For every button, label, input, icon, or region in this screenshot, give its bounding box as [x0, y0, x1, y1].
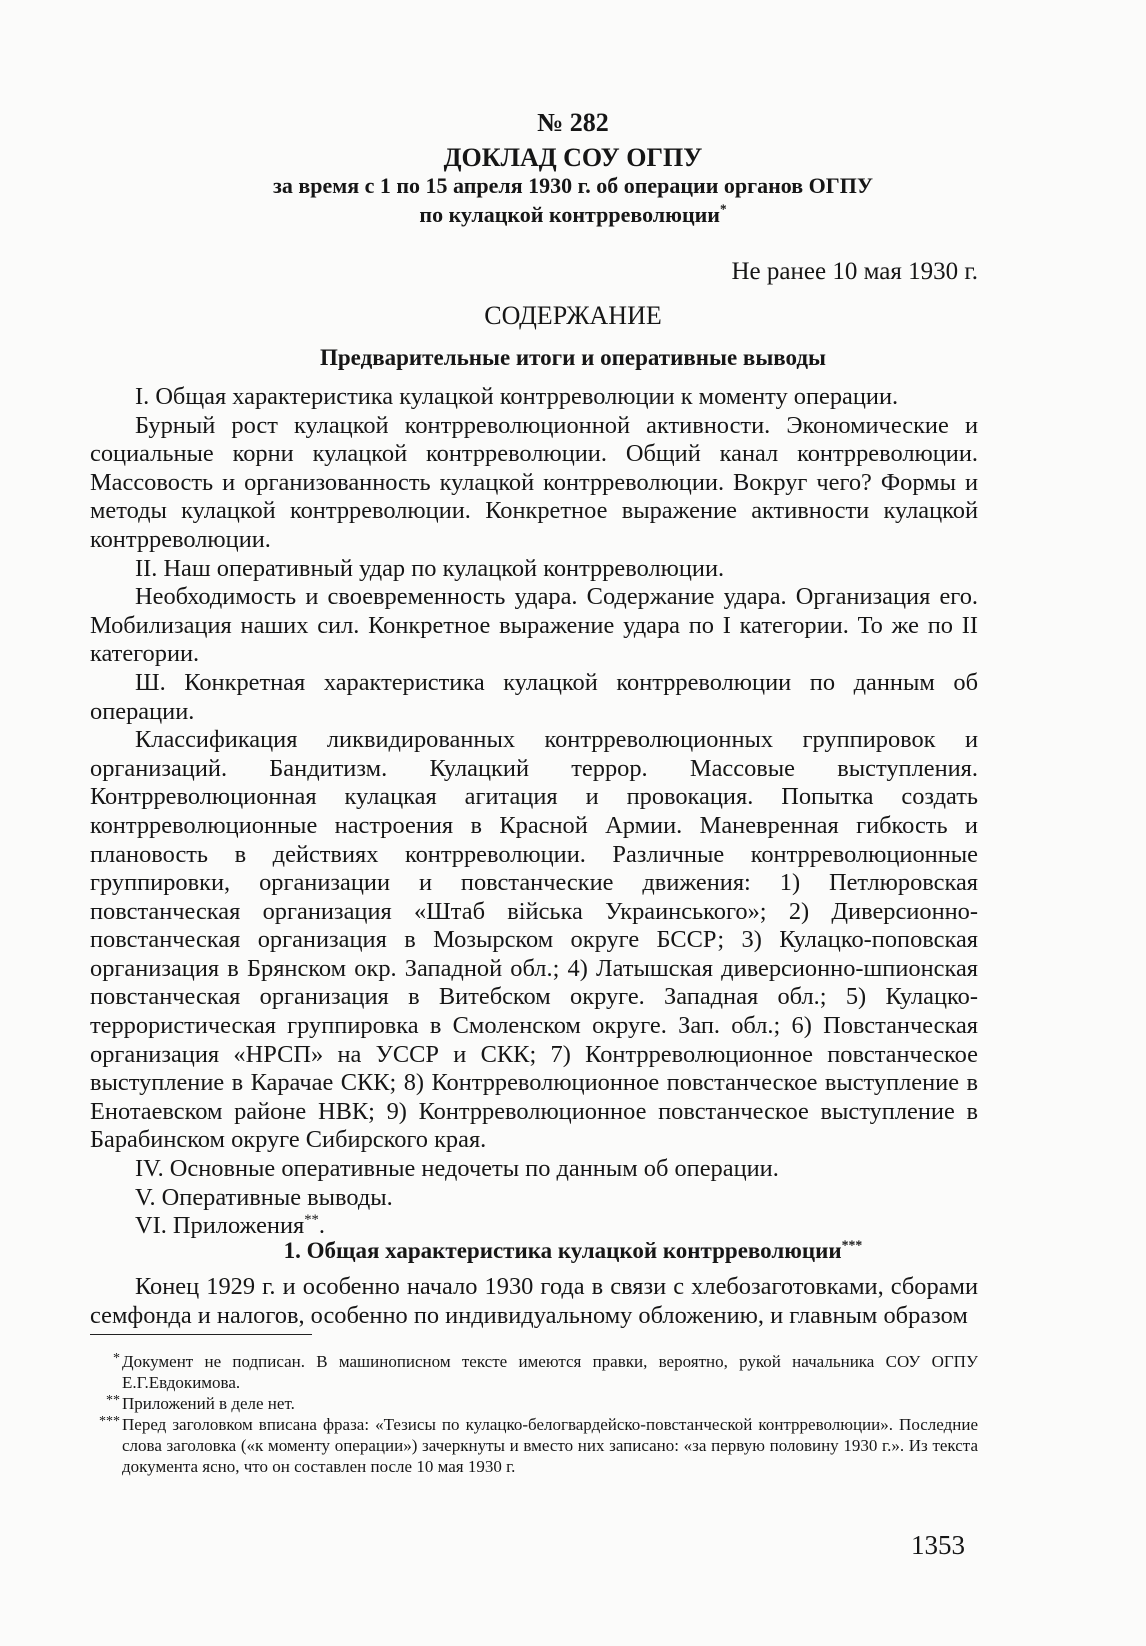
toc-item: Бурный рост кулацкой контрреволюционной активности. Экономические и социальные корни кулацкой контрреволюции. Общий канал контрреволюции. Массовость и организованность кулацкой контрреволюции. Вокруг чего? Формы и методы кулацкой контрреволюции. Конкретное выражение активности кулацкой контрреволюции. — [90, 411, 978, 553]
section-1-paragraph: Конец 1929 г. и особенно начало 1930 года в связи с хлебозаготовками, сборами семфонда и налогов, особенно по индивидуальному обложению, и главным образом — [90, 1273, 978, 1329]
subtitle-line-1: за время с 1 по 15 апреля 1930 г. об операции органов ОГПУ — [273, 173, 873, 198]
document-number: № 282 — [537, 108, 609, 137]
subtitle-line-2: по кулацкой контрреволюции — [419, 202, 720, 227]
document-date: Не ранее 10 мая 1930 г. — [731, 258, 978, 285]
footnote-mark: ** — [106, 1393, 120, 1408]
prelim-heading: Предварительные итоги и оперативные выводы — [320, 345, 826, 370]
document-title: ДОКЛАД СОУ ОГПУ — [443, 143, 703, 172]
footnote — [90, 1414, 978, 1477]
footnote-text: Приложений в деле нет. — [122, 1394, 295, 1413]
appendices-label: VI. Приложения — [135, 1212, 305, 1240]
page-number: 1353 — [911, 1530, 965, 1560]
section-1-heading — [0, 1238, 1146, 1264]
toc-item: II. Наш оперативный удар по кулацкой контрреволюции. — [135, 554, 725, 582]
contents-heading: СОДЕРЖАНИЕ — [484, 301, 662, 330]
footnote — [90, 1351, 978, 1393]
footnote — [90, 1393, 978, 1414]
footnote-text: Перед заголовком вписана фраза: «Тезисы по кулацко-белогвардейско-повстанческой контрреволюции». Последние слова заголовка («к моменту операции») зачеркнуты и вместо них записано: «за первую половину 1930 г.». Из текста документа ясно, что он составлен после 10 мая 1930 г. — [122, 1415, 978, 1476]
toc-item: V. Оперативные выводы. — [135, 1183, 393, 1211]
toc-item: Необходимость и своевременность удара. Содержание удара. Организация его. Мобилизация наших сил. Конкретное выражение удара по I категории. То же по II категории. — [90, 583, 978, 668]
toc-item: IV. Основные оперативные недочеты по данным об операции. — [135, 1155, 779, 1183]
footnote-ref-2: ** — [304, 1212, 319, 1229]
table-of-contents — [90, 383, 978, 1241]
footnote-mark: * — [113, 1351, 120, 1366]
footnote-ref-3: *** — [841, 1237, 863, 1253]
footnote-divider — [90, 1334, 312, 1335]
toc-item: Классификация ликвидированных контрреволюционных группировок и организаций. Бандитизм. Кулацкий террор. Массовые выступления. Контрреволюционная кулацкая агитация и провокация. Попытка создать контрреволюционные настроения в Красной Армии. Маневренная гибкость и плановость в действиях контрреволюции. Различные контрреволюционные группировки, организации и повстанческие движения: 1) Петлюровская повстанческая организация «Штаб війська Украинського»; 2) Диверсионно-повстанческая организация в Мозырском округе БССР; 3) Кулацко-поповская организация в Брянском окр. Западной обл.; 4) Латышская диверсионно-шпионская повстанческая организация в Витебском округе. Западная обл.; 5) Кулацко-террористическая группировка в Смоленском округе. Зап. обл.; 6) Повстанческая организация «НРСП» на УССР и СКК; 7) Контрреволюционное повстанческое выступление в Карачае СКК; 8) Контрреволюционное повстанческое выступление в Енотаевском районе НВК; 9) Контрреволюционное повстанческое выступление в Барабинском округе Сибирского края. — [90, 726, 978, 1154]
toc-item: I. Общая характеристика кулацкой контрреволюции к моменту операции. — [135, 383, 899, 410]
appendices-end: . — [318, 1212, 325, 1240]
section-1-heading-text: 1. Общая характеристика кулацкой контрреволюции — [283, 1238, 842, 1263]
toc-item: Ш. Конкретная характеристика кулацкой контрреволюции по данным об операции. — [90, 668, 978, 725]
document-subtitle — [0, 171, 1146, 229]
footnote-mark: *** — [99, 1414, 120, 1429]
footnote-ref-1: * — [719, 201, 727, 217]
footnote-text: Документ не подписан. В машинописном тексте имеются правки, вероятно, рукой начальника СОУ ОГПУ Е.Г.Евдокимова. — [122, 1352, 978, 1392]
